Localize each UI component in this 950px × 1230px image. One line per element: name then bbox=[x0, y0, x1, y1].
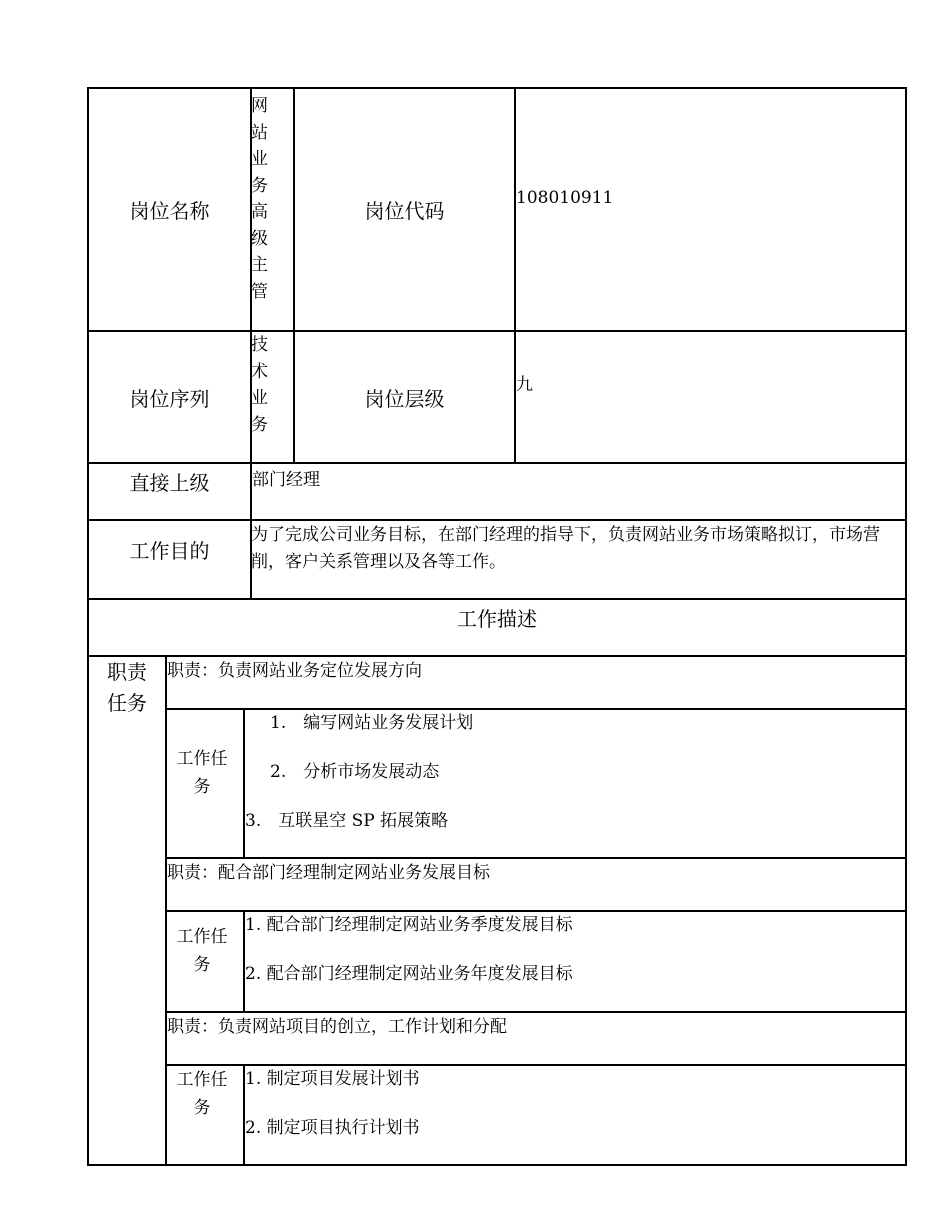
work-purpose-value: 为了完成公司业务目标，在部门经理的指导下，负责网站业务市场策略拟订，市场营削，客户关系管理以及各等工作。 bbox=[251, 525, 880, 572]
position-code-label: 岗位代码 bbox=[364, 199, 445, 223]
duty-title: 职责：配合部门经理制定网站业务发展目标 bbox=[167, 863, 490, 883]
task-label: 工作任务 bbox=[176, 1070, 228, 1118]
table-border-right bbox=[905, 87, 907, 1166]
task-item: 1. 制定项目发展计划书 bbox=[245, 1069, 420, 1089]
position-level-label: 岗位层级 bbox=[364, 386, 445, 411]
work-description-title: 工作描述 bbox=[457, 606, 537, 631]
position-name-label: 岗位名称 bbox=[129, 199, 210, 223]
row-divider bbox=[165, 857, 907, 859]
task-item: 1. 配合部门经理制定网站业务季度发展目标 bbox=[245, 915, 573, 935]
task-item: 2. 制定项目执行计划书 bbox=[245, 1118, 420, 1138]
task-item: 1. 编写网站业务发展计划 bbox=[270, 713, 474, 733]
col-divider bbox=[243, 708, 245, 859]
row-divider bbox=[87, 655, 907, 657]
position-series-label: 岗位序列 bbox=[129, 386, 210, 411]
task-label: 工作任务 bbox=[176, 749, 228, 797]
task-label: 工作任务 bbox=[176, 927, 228, 975]
task-item: 2. 配合部门经理制定网站业务年度发展目标 bbox=[245, 964, 573, 984]
col-divider bbox=[514, 87, 516, 464]
row-divider bbox=[165, 1011, 907, 1013]
work-purpose-label: 工作目的 bbox=[129, 538, 210, 563]
direct-superior-label: 直接上级 bbox=[129, 470, 210, 495]
task-item: 2. 分析市场发展动态 bbox=[270, 762, 440, 782]
task-item: 3. 互联星空 SP 拓展策略 bbox=[245, 811, 449, 831]
duties-label: 职责任务 bbox=[107, 660, 147, 715]
position-code-value: 108010911 bbox=[516, 188, 614, 208]
position-level-value: 九 bbox=[516, 375, 533, 395]
table-border-bottom bbox=[87, 1164, 907, 1166]
direct-superior-value: 部门经理 bbox=[252, 470, 320, 490]
duty-title: 职责：负责网站业务定位发展方向 bbox=[167, 661, 422, 681]
col-divider bbox=[165, 655, 167, 1166]
duty-title: 职责：负责网站项目的创立，工作计划和分配 bbox=[167, 1017, 507, 1037]
position-series-value: 技术业务 bbox=[251, 335, 268, 435]
position-name-value: 网站业务高级主管 bbox=[251, 96, 268, 302]
